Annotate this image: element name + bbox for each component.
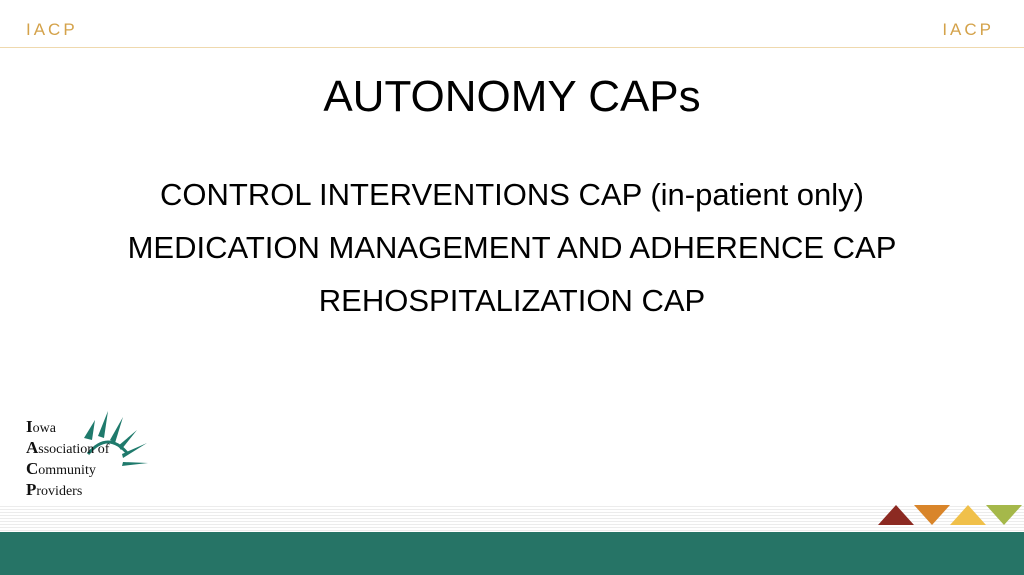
decorative-triangles bbox=[876, 503, 1024, 527]
bullet-medication-management: MEDICATION MANAGEMENT AND ADHERENCE CAP bbox=[127, 230, 897, 265]
logo-line: Community bbox=[26, 459, 96, 478]
footer-band bbox=[0, 532, 1024, 575]
header-brand-left: IACP bbox=[26, 20, 78, 39]
header-brand-right: IACP bbox=[942, 20, 994, 39]
logo-wordmark bbox=[26, 417, 109, 501]
slide-title: AUTONOMY CAPs bbox=[323, 72, 701, 121]
triangle-green-icon bbox=[986, 505, 1022, 525]
footer-stripes bbox=[0, 506, 1024, 532]
header-divider bbox=[0, 47, 1024, 48]
triangle-yellow-icon bbox=[950, 505, 986, 525]
bullet-rehospitalization: REHOSPITALIZATION CAP bbox=[318, 283, 706, 318]
triangle-red-icon bbox=[878, 505, 914, 525]
logo-line: Providers bbox=[26, 480, 83, 499]
bullet-list bbox=[0, 168, 1024, 327]
logo-line: Association of bbox=[26, 438, 110, 457]
bullet-control-interventions: CONTROL INTERVENTIONS CAP (in-patient only) bbox=[160, 177, 864, 212]
logo-line: Iowa bbox=[26, 417, 56, 436]
iacp-logo bbox=[22, 408, 162, 498]
triangle-orange-icon bbox=[914, 505, 950, 525]
